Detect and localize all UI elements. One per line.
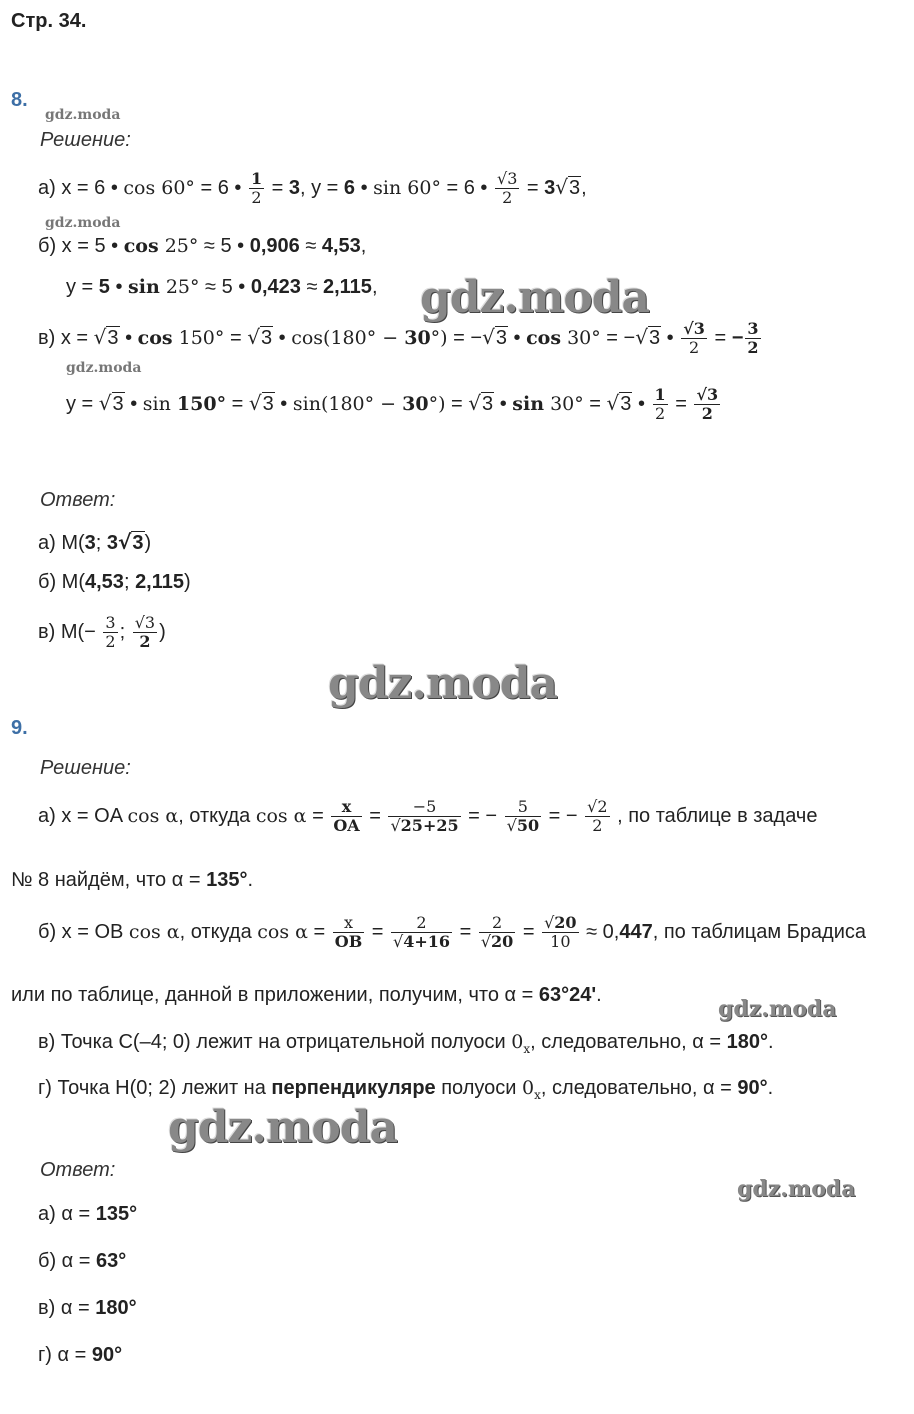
watermark-large: gdz.moda [420, 272, 650, 323]
task-9-line-a2: № 8 найдём, что α = 135°. [11, 869, 254, 891]
task-9-line-g: г) Точка H(0; 2) лежит на перпендикуляре полуоси $0_x$, следовательно, α = 90°. [38, 1077, 774, 1102]
task-9-answer-g: г) α = 90° [38, 1344, 123, 1366]
task-8-answer-label: Ответ: [40, 489, 116, 511]
task-8-line-v2: y = √3 • sin 150° = √3 • sin(180° − 30°) = √3 • sin 30° = √3 • $\frac{1}{2}$ = $\frac{√3}{2}$ [66, 385, 719, 424]
task-9-number: 9. [11, 717, 28, 739]
watermark: gdz.moda [45, 215, 121, 231]
watermark-large: gdz.moda [168, 1102, 398, 1153]
task-9-solution-label: Решение: [40, 757, 131, 779]
task-8-line-a: а) x = 6 • cos 60° = 6 • $\frac{1}{2}$ = 3, y = 6 • sin 60° = 6 • $\frac{√3}{2}$ = 3√3, [38, 169, 587, 208]
task-8-line-b1: б) x = 5 • cos 25° ≈ 5 • 0,906 ≈ 4,53, [38, 235, 367, 257]
task-9-answer-b: б) α = 63° [38, 1250, 127, 1272]
task-8-line-b2: y = 5 • sin 25° ≈ 5 • 0,423 ≈ 2,115, [66, 276, 378, 298]
watermark-medium: gdz.moda [737, 1176, 856, 1202]
task-9-line-b1: б) x = OB cos α, откуда cos α = $\frac{x}{OB}$ = $\frac{2}{√4+16}$ = $\frac{2}{√20}$ = $\frac{√20}{10}$ ≈ 0,447, по таблицам Брадиса [38, 913, 867, 952]
task-8-answer-a: а) M(3; 3√3) [38, 530, 152, 554]
task-9-line-b2: или по таблице, данной в приложении, получим, что α = 63°24'. [11, 984, 602, 1006]
watermark-medium: gdz.moda [718, 996, 837, 1022]
task-8-solution-label: Решение: [40, 129, 131, 151]
task-9-answer-a: а) α = 135° [38, 1203, 138, 1225]
task-8-answer-v: в) M(− $\frac{3}{2}$ ; $\frac{√3}{2}$ ) [38, 613, 166, 652]
task-8-line-v1: в) x = √3 • cos 150° = √3 • cos(180° − 30°) = −√3 • cos 30° = −√3 • $\frac{√3}{2}$ = − $\frac{3}{2}$ [38, 319, 759, 358]
task-8-answer-b: б) M(4,53; 2,115) [38, 571, 191, 593]
page-header: Стр. 34. [11, 10, 87, 32]
watermark: gdz.moda [66, 360, 142, 376]
task-9-line-v: в) Точка C(–4; 0) лежит на отрицательной полуоси $0_x$, следовательно, α = 180°. [38, 1031, 774, 1056]
task-9-line-a1: а) x = OA cos α, откуда cos α = $\frac{x}{OA}$ = $\frac{-5}{√25+25}$ = − $\frac{5}{√50}$ = − $\frac{√2}{2}$ , по таблице в задаче [38, 797, 818, 836]
task-9-answer-v: в) α = 180° [38, 1297, 137, 1319]
task-8-number: 8. [11, 89, 28, 111]
watermark-large: gdz.moda [328, 658, 558, 709]
watermark: gdz.moda [45, 107, 121, 123]
task-9-answer-label: Ответ: [40, 1159, 116, 1181]
